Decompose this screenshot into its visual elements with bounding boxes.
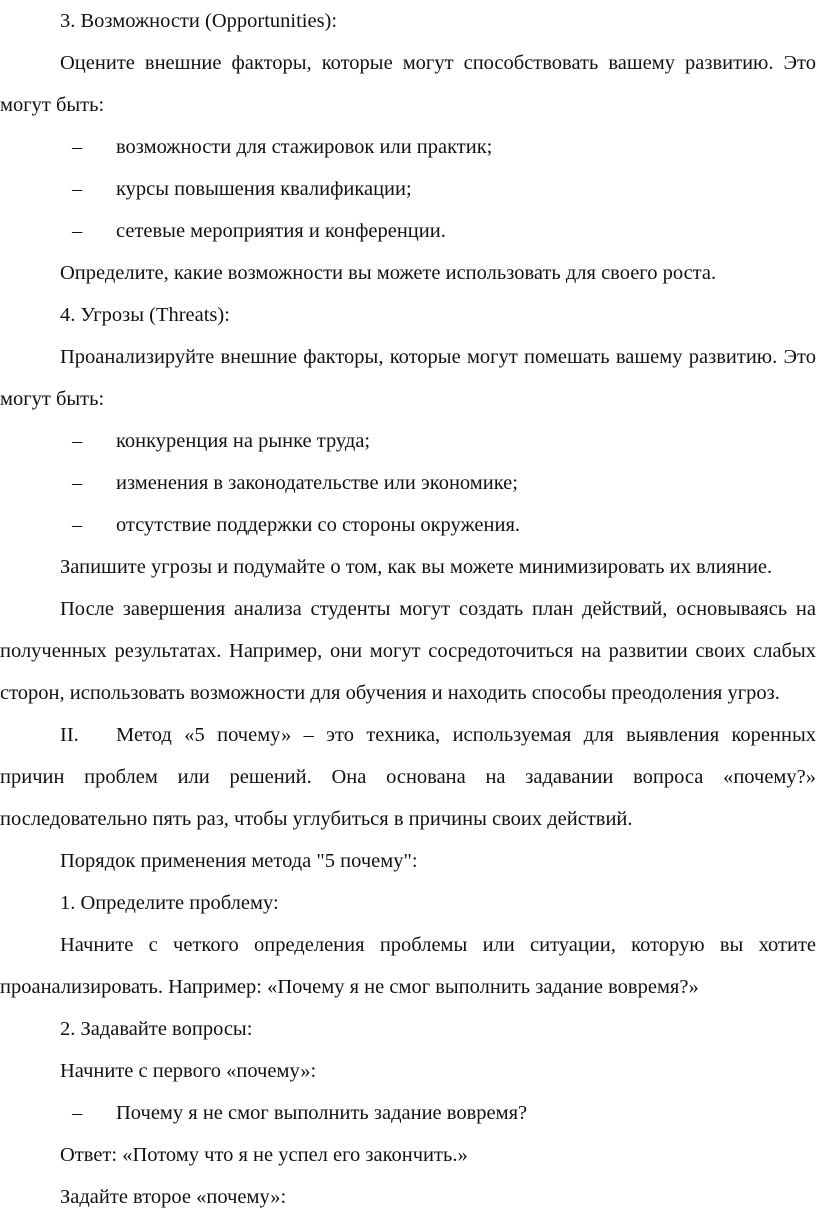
dash-bullet: – xyxy=(72,136,83,158)
heading-define-problem: 1. Определите проблему: xyxy=(60,892,279,914)
paragraph-threats-intro: Проанализируйте внешние факторы, которые могут помешать вашему развитию. Это могут быть: xyxy=(0,346,816,410)
dash-bullet: – xyxy=(72,220,83,242)
paragraph-first-why: Начните с первого «почему»: xyxy=(60,1060,317,1082)
list-item xyxy=(0,462,816,504)
paragraph-opportunities-use: Определите, какие возможности вы можете использовать для своего роста. xyxy=(60,262,717,284)
list-item xyxy=(0,210,816,252)
paragraph-answer: Ответ: «Потому что я не успел его закончить.» xyxy=(60,1144,468,1166)
first-why-list xyxy=(0,1092,816,1134)
dash-bullet: – xyxy=(72,514,83,536)
list-item-text: изменения в законодательстве или экономике; xyxy=(116,472,518,494)
heading-ask-questions: 2. Задавайте вопросы: xyxy=(60,1018,253,1040)
paragraph-opportunities-intro: Оцените внешние факторы, которые могут способствовать вашему развитию. Это могут быть: xyxy=(0,52,816,116)
paragraph-second-why: Задайте второе «почему»: xyxy=(60,1186,287,1208)
list-item xyxy=(0,168,816,210)
paragraph-threats-minimize: Запишите угрозы и подумайте о том, как вы можете минимизировать их влияние. xyxy=(60,556,773,578)
paragraph-action-plan: После завершения анализа студенты могут создать план действий, основываясь на полученных результатах. Например, они могут сосредоточиться на развитии своих слабых сторон, использовать возможности для обучения и находить способы преодоления угроз. xyxy=(0,598,816,704)
dash-bullet: – xyxy=(72,430,83,452)
list-item xyxy=(0,126,816,168)
list-item xyxy=(0,504,816,546)
dash-bullet: – xyxy=(72,472,83,494)
list-item-text: отсутствие поддержки со стороны окружения. xyxy=(116,514,521,536)
dash-bullet: – xyxy=(72,178,83,200)
paragraph-define-problem: Начните с четкого определения проблемы или ситуации, которую вы хотите проанализировать. Например: «Почему я не смог выполнить задание вовремя?» xyxy=(0,934,816,998)
list-item-text: конкуренция на рынке труда; xyxy=(116,430,371,452)
heading-threats: 4. Угрозы (Threats): xyxy=(60,304,230,326)
opportunities-list xyxy=(0,126,816,252)
roman-numeral: II. xyxy=(60,724,79,746)
dash-bullet: – xyxy=(72,1102,83,1124)
list-item-text: Почему я не смог выполнить задание вовремя? xyxy=(116,1102,528,1124)
list-item-text: курсы повышения квалификации; xyxy=(116,178,412,200)
paragraph-method-order: Порядок применения метода "5 почему": xyxy=(60,850,418,872)
list-item-text: возможности для стажировок или практик; xyxy=(116,136,493,158)
list-item-text: сетевые мероприятия и конференции. xyxy=(116,220,446,242)
section-five-whys-text: Метод «5 почему» – это техника, используемая для выявления коренных причин проблем или решений. Она основана на задавании вопроса «почему?» последовательно пять раз, чтобы углубиться в причины своих действий. xyxy=(0,724,816,830)
threats-list xyxy=(0,420,816,546)
section-five-whys xyxy=(0,714,816,840)
list-item xyxy=(0,420,816,462)
heading-opportunities: 3. Возможности (Opportunities): xyxy=(60,10,338,32)
list-item xyxy=(0,1092,816,1134)
